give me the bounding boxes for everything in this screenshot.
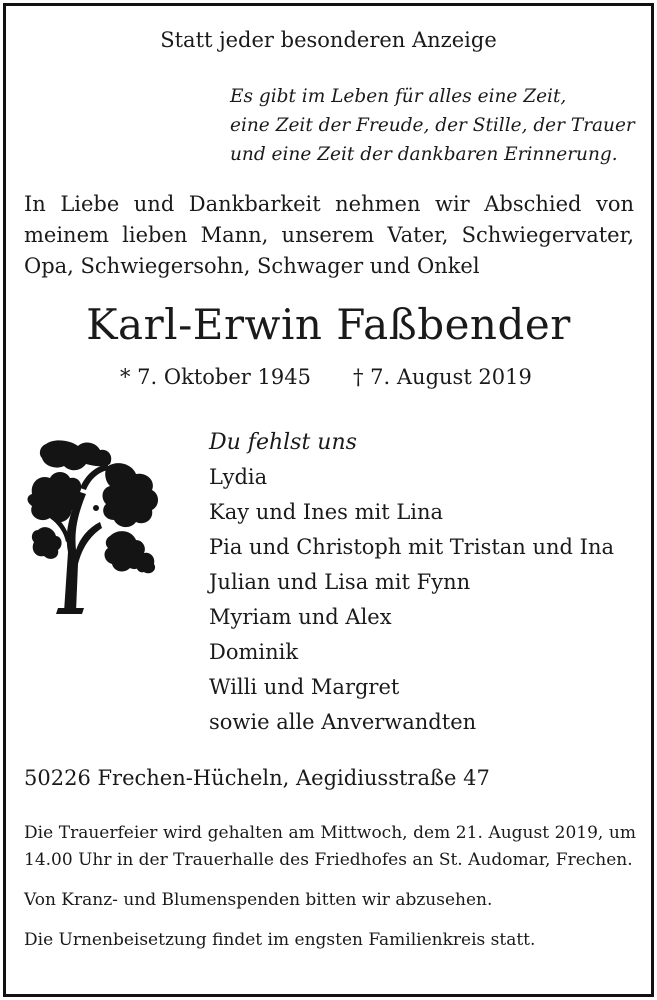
survivor-name: Julian und Lisa mit Fynn	[209, 570, 471, 594]
address-line: 50226 Frechen-Hücheln, Aegidiusstraße 47	[24, 766, 490, 790]
quote-block	[230, 82, 635, 169]
survivor-name: Kay und Ines mit Lina	[209, 500, 444, 524]
survivor-name: sowie alle Anverwandten	[209, 710, 477, 734]
quote-line: eine Zeit der Freude, der Stille, der Trauer	[230, 115, 635, 136]
death-date: † 7. August 2019	[353, 365, 532, 389]
birth-date: * 7. Oktober 1945	[120, 365, 311, 389]
survivors-lead: Du fehlst uns	[209, 430, 357, 455]
burial-paragraph: Die Urnenbeisetzung findet im engsten Familienkreis statt.	[24, 930, 536, 950]
intro-text: In Liebe und Dankbarkeit nehmen wir Abschied von meinem lieben Mann, unserem Vater, Schwiegervater, Opa, Schwiegersohn, Schwager und Onkel	[24, 192, 634, 278]
quote-line: und eine Zeit der dankbaren Erinnerung.	[230, 144, 618, 165]
deceased-name: Karl-Erwin Faßbender	[86, 300, 571, 349]
flowers-paragraph: Von Kranz- und Blumenspenden bitten wir abzusehen.	[24, 890, 493, 910]
funeral-details	[24, 820, 636, 967]
survivor-name: Pia und Christoph mit Tristan und Ina	[209, 535, 615, 559]
quote-line: Es gibt im Leben für alles eine Zeit,	[230, 86, 567, 107]
survivors-list	[209, 425, 614, 740]
survivor-name: Lydia	[209, 465, 268, 489]
survivor-name: Dominik	[209, 640, 299, 664]
survivor-name: Myriam und Alex	[209, 605, 392, 629]
header-line: Statt jeder besonderen Anzeige	[160, 28, 497, 52]
ceremony-paragraph: Die Trauerfeier wird gehalten am Mittwoch, dem 21. August 2019, um 14.00 Uhr in der Trauerhalle des Friedhofes an St. Audomar, Frechen.	[24, 823, 636, 870]
survivor-name: Willi und Margret	[209, 675, 400, 699]
tree-icon	[24, 432, 184, 624]
